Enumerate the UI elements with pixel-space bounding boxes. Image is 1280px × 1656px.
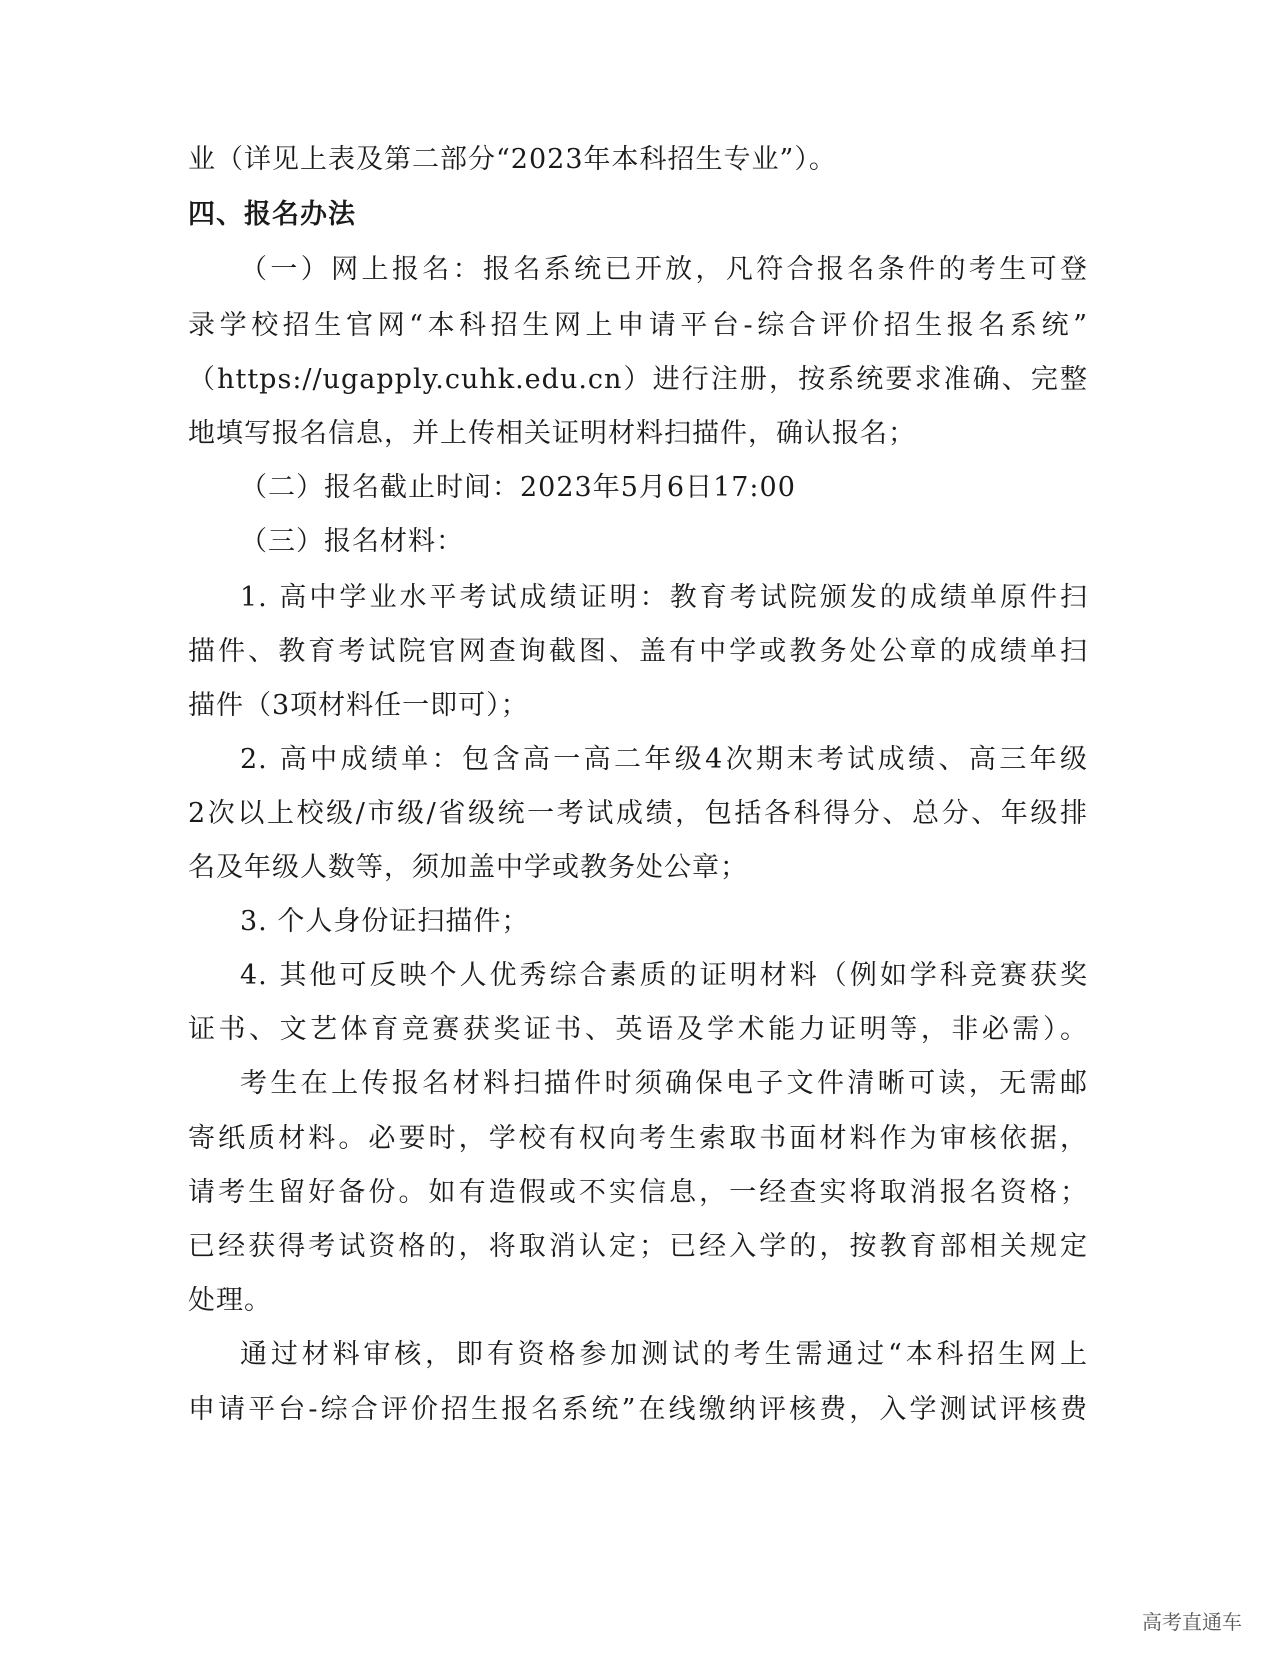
text-line: 名及年级人数等，须加盖中学或教务处公章；: [188, 852, 748, 883]
text-line: 1. 高中学业水平考试成绩证明：教育考试院颁发的成绩单原件扫: [240, 582, 1088, 613]
text-line: 2次以上校级/市级/省级统一考试成绩，包括各科得分、总分、年级排: [188, 798, 1088, 829]
text-line: 请考生留好备份。如有造假或不实信息，一经查实将取消报名资格；: [188, 1177, 1088, 1208]
text-line: 寄纸质材料。必要时，学校有权向考生索取书面材料作为审核依据，: [188, 1123, 1088, 1154]
text-line: 3. 个人身份证扫描件；: [240, 906, 530, 937]
text-line: 申请平台-综合评价招生报名系统”在线缴纳评核费，入学测试评核费: [188, 1394, 1088, 1425]
text-line: 通过材料审核，即有资格参加测试的考生需通过“本科招生网上: [240, 1339, 1088, 1370]
text-line: 描件、教育考试院官网查询截图、盖有中学或教务处公章的成绩单扫: [188, 636, 1088, 667]
text-line: 考生在上传报名材料扫描件时须确保电子文件清晰可读，无需邮: [240, 1068, 1088, 1099]
text-line: 证书、文艺体育竞赛获奖证书、英语及学术能力证明等，非必需）。: [188, 1014, 1088, 1045]
watermark: 高考直通车: [1142, 1610, 1242, 1634]
text-line: （三）报名材料：: [240, 526, 464, 557]
text-line: 2. 高中成绩单：包含高一高二年级4次期末考试成绩、高三年级: [240, 744, 1088, 775]
text-line: 处理。: [188, 1285, 272, 1316]
text-line: （二）报名截止时间：2023年5月6日17:00: [240, 472, 796, 503]
text-line: （https://ugapply.cuhk.edu.cn）进行注册，按系统要求准确、完整: [188, 364, 1088, 395]
text-line: 地填写报名信息，并上传相关证明材料扫描件，确认报名；: [188, 418, 916, 449]
text-line: （一）网上报名：报名系统已开放，凡符合报名条件的考生可登: [240, 254, 1088, 285]
text-line: 4. 其他可反映个人优秀综合素质的证明材料（例如学科竞赛获奖: [240, 960, 1088, 991]
text-line: 已经获得考试资格的，将取消认定；已经入学的，按教育部相关规定: [188, 1231, 1088, 1262]
text-line: 录学校招生官网“本科招生网上申请平台-综合评价招生报名系统”: [188, 310, 1088, 341]
section-heading: 四、报名办法: [188, 199, 356, 230]
text-line: 描件（3项材料任一即可）；: [188, 690, 529, 721]
text-line: 业（详见上表及第二部分“2023年本科招生专业”）。: [188, 144, 837, 175]
